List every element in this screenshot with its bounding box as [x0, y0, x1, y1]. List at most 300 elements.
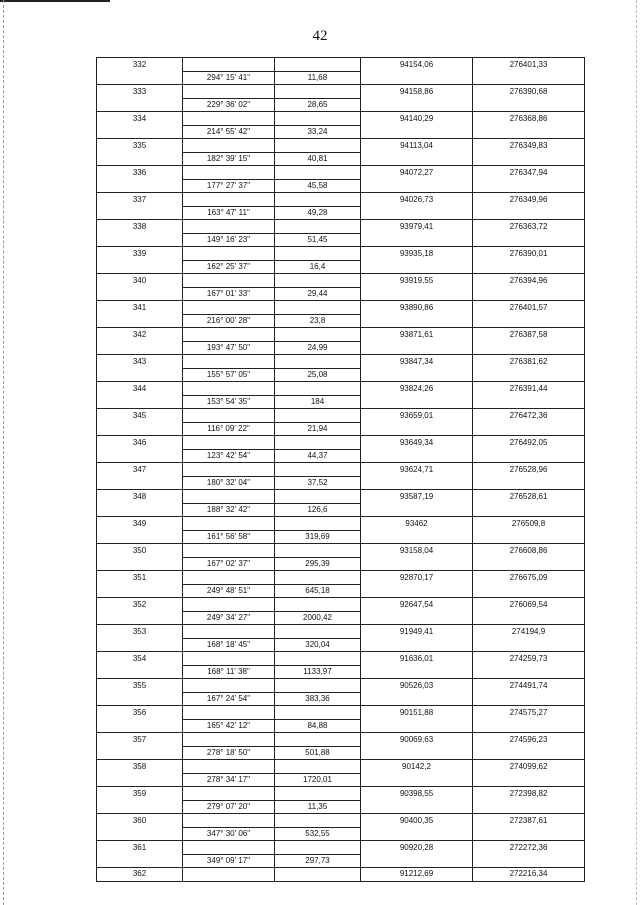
- point-number-cell: 342: [97, 328, 183, 342]
- bearing-angle-cell: [183, 463, 275, 477]
- distance-cell: [275, 220, 361, 234]
- point-number-cell: 353: [97, 625, 183, 639]
- x-coordinate-cell: 90526,03: [361, 679, 473, 693]
- distance-cell: [275, 247, 361, 261]
- segment-row: [97, 854, 585, 868]
- segment-row: [97, 98, 585, 112]
- point-row: [97, 409, 585, 423]
- point-row: [97, 490, 585, 504]
- bearing-angle-cell: [183, 355, 275, 369]
- y-coordinate-cell: 274575,27: [473, 706, 585, 720]
- x-coordinate-cell: 94072,27: [361, 166, 473, 180]
- y-coordinate-cell: [473, 476, 585, 490]
- distance-cell: 11,35: [275, 800, 361, 814]
- x-coordinate-cell: [361, 395, 473, 409]
- point-row: [97, 760, 585, 774]
- y-coordinate-cell: 276401,33: [473, 58, 585, 72]
- y-coordinate-cell: [473, 827, 585, 841]
- x-coordinate-cell: [361, 314, 473, 328]
- segment-row: [97, 341, 585, 355]
- x-coordinate-cell: 90400,35: [361, 814, 473, 828]
- coordinates-table-body: [97, 58, 585, 882]
- point-number-cell: [97, 314, 183, 328]
- point-row: [97, 301, 585, 315]
- x-coordinate-cell: [361, 530, 473, 544]
- bearing-angle-cell: 163° 47' 11": [183, 206, 275, 220]
- bearing-angle-cell: [183, 274, 275, 288]
- segment-row: [97, 179, 585, 193]
- point-number-cell: 362: [97, 868, 183, 882]
- point-row: [97, 139, 585, 153]
- x-coordinate-cell: 91212,69: [361, 868, 473, 882]
- x-coordinate-cell: [361, 584, 473, 598]
- point-number-cell: 358: [97, 760, 183, 774]
- point-row: [97, 193, 585, 207]
- point-number-cell: [97, 341, 183, 355]
- distance-cell: [275, 193, 361, 207]
- x-coordinate-cell: [361, 638, 473, 652]
- point-number-cell: [97, 287, 183, 301]
- point-number-cell: [97, 827, 183, 841]
- segment-row: [97, 125, 585, 139]
- point-number-cell: 338: [97, 220, 183, 234]
- segment-row: [97, 611, 585, 625]
- x-coordinate-cell: [361, 152, 473, 166]
- x-coordinate-cell: [361, 719, 473, 733]
- bearing-angle-cell: 116° 09' 22": [183, 422, 275, 436]
- x-coordinate-cell: 93158,04: [361, 544, 473, 558]
- segment-row: [97, 368, 585, 382]
- distance-cell: 184: [275, 395, 361, 409]
- x-coordinate-cell: [361, 746, 473, 760]
- bearing-angle-cell: 168° 11' 38": [183, 665, 275, 679]
- bearing-angle-cell: [183, 490, 275, 504]
- y-coordinate-cell: [473, 206, 585, 220]
- point-number-cell: 350: [97, 544, 183, 558]
- y-coordinate-cell: [473, 368, 585, 382]
- bearing-angle-cell: 167° 24' 54": [183, 692, 275, 706]
- y-coordinate-cell: [473, 503, 585, 517]
- x-coordinate-cell: 93649,34: [361, 436, 473, 450]
- bearing-angle-cell: [183, 220, 275, 234]
- point-number-cell: [97, 233, 183, 247]
- bearing-angle-cell: [183, 409, 275, 423]
- y-coordinate-cell: [473, 449, 585, 463]
- distance-cell: [275, 652, 361, 666]
- point-number-cell: 341: [97, 301, 183, 315]
- y-coordinate-cell: 276349,96: [473, 193, 585, 207]
- point-number-cell: 355: [97, 679, 183, 693]
- segment-row: [97, 692, 585, 706]
- segment-row: [97, 233, 585, 247]
- y-coordinate-cell: [473, 665, 585, 679]
- bearing-angle-cell: [183, 679, 275, 693]
- x-coordinate-cell: 93935,18: [361, 247, 473, 261]
- x-coordinate-cell: [361, 260, 473, 274]
- segment-row: [97, 152, 585, 166]
- point-number-cell: 352: [97, 598, 183, 612]
- bearing-angle-cell: [183, 166, 275, 180]
- distance-cell: 16,4: [275, 260, 361, 274]
- point-row: [97, 274, 585, 288]
- distance-cell: [275, 85, 361, 99]
- bearing-angle-cell: 279° 07' 20": [183, 800, 275, 814]
- segment-row: [97, 557, 585, 571]
- y-coordinate-cell: 274194,9: [473, 625, 585, 639]
- x-coordinate-cell: [361, 692, 473, 706]
- y-coordinate-cell: 274491,74: [473, 679, 585, 693]
- y-coordinate-cell: 276528,61: [473, 490, 585, 504]
- x-coordinate-cell: 93624,71: [361, 463, 473, 477]
- y-coordinate-cell: [473, 287, 585, 301]
- point-number-cell: 348: [97, 490, 183, 504]
- distance-cell: [275, 436, 361, 450]
- y-coordinate-cell: [473, 233, 585, 247]
- x-coordinate-cell: 90398,55: [361, 787, 473, 801]
- point-number-cell: [97, 584, 183, 598]
- point-row: [97, 328, 585, 342]
- point-number-cell: 347: [97, 463, 183, 477]
- point-row: [97, 787, 585, 801]
- point-row: [97, 571, 585, 585]
- x-coordinate-cell: 94158,86: [361, 85, 473, 99]
- segment-row: [97, 503, 585, 517]
- bearing-angle-cell: [183, 733, 275, 747]
- point-number-cell: [97, 395, 183, 409]
- segment-row: [97, 584, 585, 598]
- y-coordinate-cell: 276387,58: [473, 328, 585, 342]
- bearing-angle-cell: 149° 16' 23": [183, 233, 275, 247]
- point-number-cell: 335: [97, 139, 183, 153]
- point-number-cell: [97, 611, 183, 625]
- y-coordinate-cell: 276069,54: [473, 598, 585, 612]
- x-coordinate-cell: 93871,61: [361, 328, 473, 342]
- point-number-cell: [97, 854, 183, 868]
- point-number-cell: 332: [97, 58, 183, 72]
- x-coordinate-cell: 94026,73: [361, 193, 473, 207]
- x-coordinate-cell: [361, 71, 473, 85]
- x-coordinate-cell: 90142,2: [361, 760, 473, 774]
- bearing-angle-cell: [183, 193, 275, 207]
- distance-cell: [275, 706, 361, 720]
- point-number-cell: 334: [97, 112, 183, 126]
- x-coordinate-cell: [361, 341, 473, 355]
- bearing-angle-cell: [183, 517, 275, 531]
- y-coordinate-cell: [473, 341, 585, 355]
- distance-cell: [275, 841, 361, 855]
- segment-row: [97, 773, 585, 787]
- y-coordinate-cell: 276528,96: [473, 463, 585, 477]
- bearing-angle-cell: [183, 571, 275, 585]
- bearing-angle-cell: 193° 47' 50": [183, 341, 275, 355]
- segment-row: [97, 638, 585, 652]
- y-coordinate-cell: 276472,36: [473, 409, 585, 423]
- distance-cell: [275, 490, 361, 504]
- distance-cell: [275, 868, 361, 882]
- bearing-angle-cell: [183, 85, 275, 99]
- y-coordinate-cell: 276390,01: [473, 247, 585, 261]
- y-coordinate-cell: [473, 260, 585, 274]
- segment-row: [97, 719, 585, 733]
- y-coordinate-cell: 276509,8: [473, 517, 585, 531]
- point-number-cell: [97, 503, 183, 517]
- bearing-angle-cell: 278° 34' 17": [183, 773, 275, 787]
- point-number-cell: 349: [97, 517, 183, 531]
- bearing-angle-cell: [183, 868, 275, 882]
- bearing-angle-cell: 188° 32' 42": [183, 503, 275, 517]
- point-number-cell: 356: [97, 706, 183, 720]
- y-coordinate-cell: 276381,62: [473, 355, 585, 369]
- distance-cell: 37,52: [275, 476, 361, 490]
- x-coordinate-cell: [361, 206, 473, 220]
- x-coordinate-cell: [361, 665, 473, 679]
- point-row: [97, 625, 585, 639]
- corner-mark: [0, 0, 110, 2]
- distance-cell: 2000,42: [275, 611, 361, 625]
- y-coordinate-cell: 274596,23: [473, 733, 585, 747]
- y-coordinate-cell: 276390,68: [473, 85, 585, 99]
- point-number-cell: 337: [97, 193, 183, 207]
- point-row: [97, 544, 585, 558]
- distance-cell: 11,68: [275, 71, 361, 85]
- bearing-angle-cell: [183, 247, 275, 261]
- distance-cell: [275, 301, 361, 315]
- y-coordinate-cell: [473, 152, 585, 166]
- page-number: 42: [312, 28, 328, 44]
- bearing-angle-cell: 347° 30' 06": [183, 827, 275, 841]
- bearing-angle-cell: [183, 382, 275, 396]
- bearing-angle-cell: 229° 36' 02": [183, 98, 275, 112]
- bearing-angle-cell: 249° 34' 27": [183, 611, 275, 625]
- point-number-cell: [97, 665, 183, 679]
- distance-cell: [275, 166, 361, 180]
- y-coordinate-cell: 276401,57: [473, 301, 585, 315]
- point-row: [97, 652, 585, 666]
- bearing-angle-cell: 214° 55' 42": [183, 125, 275, 139]
- x-coordinate-cell: [361, 98, 473, 112]
- y-coordinate-cell: 272398,82: [473, 787, 585, 801]
- bearing-angle-cell: [183, 706, 275, 720]
- bearing-angle-cell: 167° 01' 33": [183, 287, 275, 301]
- segment-row: [97, 746, 585, 760]
- point-number-cell: 333: [97, 85, 183, 99]
- bearing-angle-cell: 167° 02' 37": [183, 557, 275, 571]
- y-coordinate-cell: 272387,61: [473, 814, 585, 828]
- point-row: [97, 517, 585, 531]
- y-coordinate-cell: [473, 557, 585, 571]
- segment-row: [97, 287, 585, 301]
- distance-cell: 21,94: [275, 422, 361, 436]
- bearing-angle-cell: [183, 139, 275, 153]
- y-coordinate-cell: 274259,73: [473, 652, 585, 666]
- x-coordinate-cell: [361, 287, 473, 301]
- y-coordinate-cell: 276492,05: [473, 436, 585, 450]
- bearing-angle-cell: 177° 27' 37": [183, 179, 275, 193]
- y-coordinate-cell: [473, 584, 585, 598]
- distance-cell: [275, 517, 361, 531]
- point-number-cell: [97, 719, 183, 733]
- x-coordinate-cell: 93847,34: [361, 355, 473, 369]
- distance-cell: 1133,97: [275, 665, 361, 679]
- distance-cell: [275, 679, 361, 693]
- point-number-cell: [97, 98, 183, 112]
- point-number-cell: [97, 71, 183, 85]
- y-coordinate-cell: 272272,36: [473, 841, 585, 855]
- point-number-cell: [97, 692, 183, 706]
- distance-cell: [275, 112, 361, 126]
- distance-cell: [275, 355, 361, 369]
- right-scan-edge: [636, 0, 638, 905]
- bearing-angle-cell: [183, 598, 275, 612]
- point-number-cell: [97, 800, 183, 814]
- point-number-cell: 346: [97, 436, 183, 450]
- x-coordinate-cell: 93824,26: [361, 382, 473, 396]
- segment-row: [97, 71, 585, 85]
- x-coordinate-cell: [361, 854, 473, 868]
- x-coordinate-cell: 94154,06: [361, 58, 473, 72]
- point-row: [97, 112, 585, 126]
- y-coordinate-cell: [473, 395, 585, 409]
- point-row: [97, 814, 585, 828]
- x-coordinate-cell: [361, 557, 473, 571]
- bearing-angle-cell: [183, 652, 275, 666]
- y-coordinate-cell: [473, 530, 585, 544]
- point-row: [97, 436, 585, 450]
- y-coordinate-cell: 276363,72: [473, 220, 585, 234]
- point-number-cell: 340: [97, 274, 183, 288]
- bearing-angle-cell: 278° 18' 50": [183, 746, 275, 760]
- x-coordinate-cell: 93659,01: [361, 409, 473, 423]
- x-coordinate-cell: 92647,54: [361, 598, 473, 612]
- y-coordinate-cell: 276391,44: [473, 382, 585, 396]
- point-number-cell: [97, 368, 183, 382]
- y-coordinate-cell: [473, 800, 585, 814]
- x-coordinate-cell: [361, 773, 473, 787]
- point-number-cell: 359: [97, 787, 183, 801]
- x-coordinate-cell: 94140,29: [361, 112, 473, 126]
- x-coordinate-cell: [361, 827, 473, 841]
- bearing-angle-cell: [183, 436, 275, 450]
- bearing-angle-cell: 249° 48' 51": [183, 584, 275, 598]
- y-coordinate-cell: [473, 719, 585, 733]
- segment-row: [97, 449, 585, 463]
- point-number-cell: [97, 449, 183, 463]
- segment-row: [97, 476, 585, 490]
- distance-cell: [275, 463, 361, 477]
- distance-cell: 319,69: [275, 530, 361, 544]
- x-coordinate-cell: [361, 449, 473, 463]
- distance-cell: 28,65: [275, 98, 361, 112]
- distance-cell: 40,81: [275, 152, 361, 166]
- x-coordinate-cell: [361, 476, 473, 490]
- segment-row: [97, 422, 585, 436]
- bearing-angle-cell: [183, 58, 275, 72]
- distance-cell: [275, 58, 361, 72]
- point-row: [97, 841, 585, 855]
- bearing-angle-cell: 180° 32' 04": [183, 476, 275, 490]
- x-coordinate-cell: 91949,41: [361, 625, 473, 639]
- y-coordinate-cell: 274099,62: [473, 760, 585, 774]
- bearing-angle-cell: [183, 544, 275, 558]
- distance-cell: [275, 571, 361, 585]
- y-coordinate-cell: [473, 611, 585, 625]
- y-coordinate-cell: [473, 854, 585, 868]
- point-number-cell: [97, 422, 183, 436]
- x-coordinate-cell: [361, 233, 473, 247]
- bearing-angle-cell: [183, 112, 275, 126]
- bearing-angle-cell: 165° 42' 12": [183, 719, 275, 733]
- point-number-cell: 336: [97, 166, 183, 180]
- point-row: [97, 706, 585, 720]
- x-coordinate-cell: 93919,55: [361, 274, 473, 288]
- point-row: [97, 868, 585, 882]
- point-row: [97, 733, 585, 747]
- distance-cell: 297,73: [275, 854, 361, 868]
- point-number-cell: 357: [97, 733, 183, 747]
- point-number-cell: 354: [97, 652, 183, 666]
- y-coordinate-cell: 276675,09: [473, 571, 585, 585]
- x-coordinate-cell: [361, 179, 473, 193]
- y-coordinate-cell: [473, 71, 585, 85]
- point-row: [97, 679, 585, 693]
- bearing-angle-cell: [183, 787, 275, 801]
- x-coordinate-cell: 92870,17: [361, 571, 473, 585]
- left-scan-edge: [3, 0, 5, 905]
- point-row: [97, 58, 585, 72]
- point-row: [97, 166, 585, 180]
- segment-row: [97, 530, 585, 544]
- distance-cell: [275, 598, 361, 612]
- point-number-cell: 345: [97, 409, 183, 423]
- y-coordinate-cell: [473, 692, 585, 706]
- bearing-angle-cell: 123° 42' 54": [183, 449, 275, 463]
- point-number-cell: 351: [97, 571, 183, 585]
- x-coordinate-cell: [361, 125, 473, 139]
- segment-row: [97, 260, 585, 274]
- distance-cell: 24,99: [275, 341, 361, 355]
- distance-cell: [275, 544, 361, 558]
- y-coordinate-cell: [473, 422, 585, 436]
- distance-cell: [275, 625, 361, 639]
- distance-cell: 23,8: [275, 314, 361, 328]
- distance-cell: 45,58: [275, 179, 361, 193]
- point-number-cell: 339: [97, 247, 183, 261]
- distance-cell: [275, 733, 361, 747]
- x-coordinate-cell: 90151,88: [361, 706, 473, 720]
- x-coordinate-cell: 90920,28: [361, 841, 473, 855]
- x-coordinate-cell: [361, 611, 473, 625]
- point-number-cell: 361: [97, 841, 183, 855]
- x-coordinate-cell: [361, 422, 473, 436]
- point-row: [97, 598, 585, 612]
- point-number-cell: [97, 179, 183, 193]
- point-number-cell: [97, 530, 183, 544]
- distance-cell: [275, 139, 361, 153]
- distance-cell: 44,37: [275, 449, 361, 463]
- y-coordinate-cell: 276394,96: [473, 274, 585, 288]
- distance-cell: [275, 328, 361, 342]
- distance-cell: 532,55: [275, 827, 361, 841]
- y-coordinate-cell: [473, 638, 585, 652]
- y-coordinate-cell: [473, 746, 585, 760]
- bearing-angle-cell: 349° 09' 17": [183, 854, 275, 868]
- point-number-cell: [97, 746, 183, 760]
- bearing-angle-cell: 294° 15' 41": [183, 71, 275, 85]
- point-row: [97, 85, 585, 99]
- point-number-cell: [97, 557, 183, 571]
- y-coordinate-cell: [473, 314, 585, 328]
- distance-cell: 501,88: [275, 746, 361, 760]
